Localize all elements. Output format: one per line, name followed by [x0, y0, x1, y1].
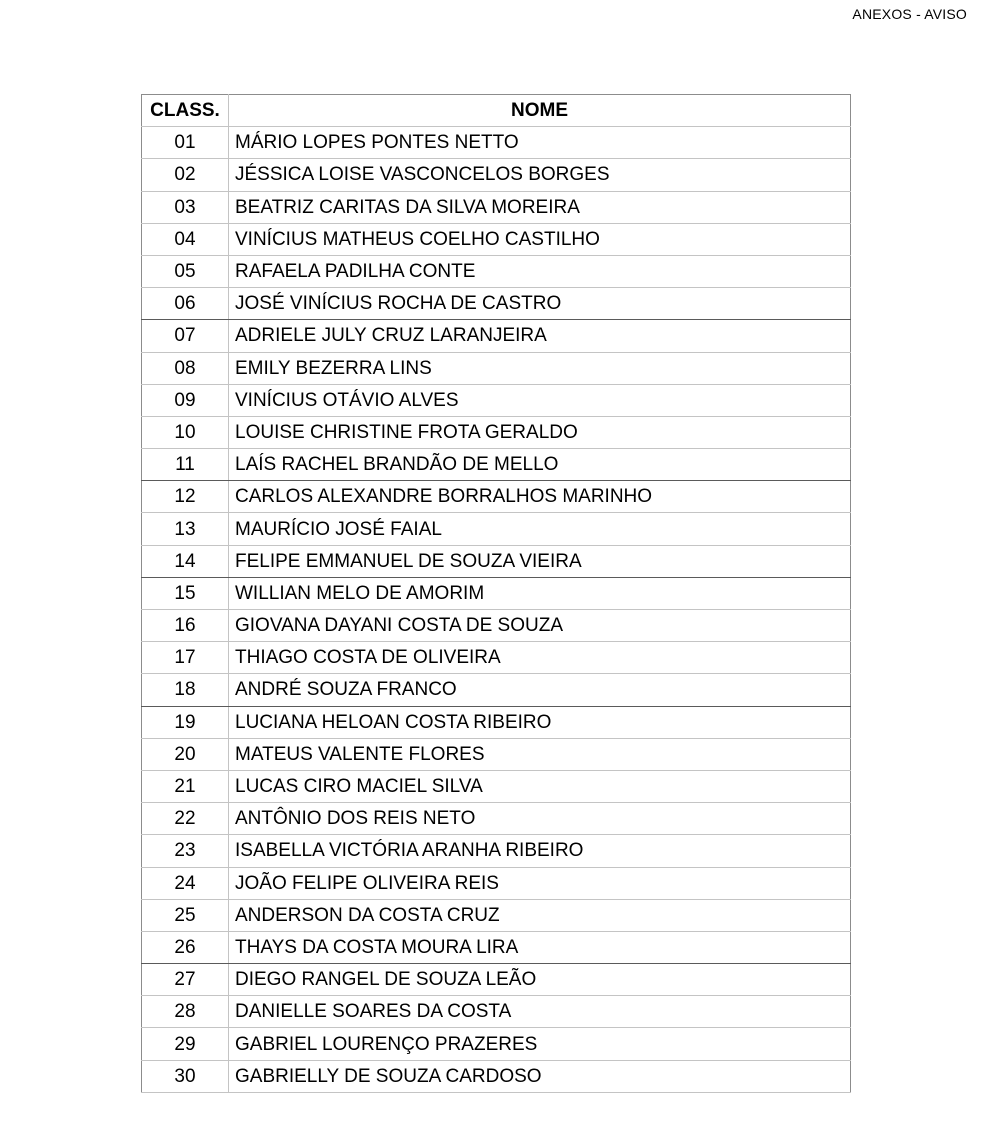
- table-row: [142, 159, 851, 191]
- cell-class: 02: [142, 159, 229, 191]
- cell-class: 04: [142, 223, 229, 255]
- cell-class: 21: [142, 770, 229, 802]
- cell-name: JÉSSICA LOISE VASCONCELOS BORGES: [229, 159, 851, 191]
- table-row: [142, 642, 851, 674]
- cell-class: 03: [142, 191, 229, 223]
- table-row: [142, 899, 851, 931]
- cell-name: ADRIELE JULY CRUZ LARANJEIRA: [229, 320, 851, 352]
- cell-class: 11: [142, 449, 229, 481]
- cell-name: GABRIEL LOURENÇO PRAZERES: [229, 1028, 851, 1060]
- column-header-name: NOME: [229, 95, 851, 127]
- table-row: [142, 191, 851, 223]
- table-row: [142, 803, 851, 835]
- cell-name: THAYS DA COSTA MOURA LIRA: [229, 931, 851, 963]
- cell-class: 25: [142, 899, 229, 931]
- classification-table: [141, 94, 851, 1093]
- table-row: [142, 127, 851, 159]
- table-row: [142, 674, 851, 706]
- table-header-row: [142, 95, 851, 127]
- cell-class: 16: [142, 610, 229, 642]
- cell-class: 26: [142, 931, 229, 963]
- cell-name: ISABELLA VICTÓRIA ARANHA RIBEIRO: [229, 835, 851, 867]
- cell-name: DANIELLE SOARES DA COSTA: [229, 996, 851, 1028]
- cell-class: 15: [142, 577, 229, 609]
- table-row: [142, 481, 851, 513]
- cell-name: THIAGO COSTA DE OLIVEIRA: [229, 642, 851, 674]
- cell-name: WILLIAN MELO DE AMORIM: [229, 577, 851, 609]
- cell-class: 30: [142, 1060, 229, 1092]
- cell-name: ANTÔNIO DOS REIS NETO: [229, 803, 851, 835]
- cell-class: 27: [142, 964, 229, 996]
- table-row: [142, 770, 851, 802]
- table-row: [142, 867, 851, 899]
- cell-class: 18: [142, 674, 229, 706]
- cell-name: CARLOS ALEXANDRE BORRALHOS MARINHO: [229, 481, 851, 513]
- table-row: [142, 738, 851, 770]
- table-row: [142, 449, 851, 481]
- cell-class: 07: [142, 320, 229, 352]
- table-row: [142, 255, 851, 287]
- cell-class: 10: [142, 416, 229, 448]
- table-row: [142, 416, 851, 448]
- table-row: [142, 513, 851, 545]
- cell-class: 19: [142, 706, 229, 738]
- cell-name: RAFAELA PADILHA CONTE: [229, 255, 851, 287]
- cell-name: ANDERSON DA COSTA CRUZ: [229, 899, 851, 931]
- cell-class: 17: [142, 642, 229, 674]
- cell-name: GIOVANA DAYANI COSTA DE SOUZA: [229, 610, 851, 642]
- cell-class: 05: [142, 255, 229, 287]
- cell-name: VINÍCIUS OTÁVIO ALVES: [229, 384, 851, 416]
- cell-class: 22: [142, 803, 229, 835]
- cell-class: 01: [142, 127, 229, 159]
- table-row: [142, 996, 851, 1028]
- cell-name: LUCIANA HELOAN COSTA RIBEIRO: [229, 706, 851, 738]
- cell-name: LOUISE CHRISTINE FROTA GERALDO: [229, 416, 851, 448]
- cell-class: 08: [142, 352, 229, 384]
- table-row: [142, 577, 851, 609]
- cell-name: MAURÍCIO JOSÉ FAIAL: [229, 513, 851, 545]
- cell-class: 29: [142, 1028, 229, 1060]
- table-row: [142, 706, 851, 738]
- table-row: [142, 320, 851, 352]
- cell-name: BEATRIZ CARITAS DA SILVA MOREIRA: [229, 191, 851, 223]
- cell-class: 06: [142, 288, 229, 320]
- cell-name: MATEUS VALENTE FLORES: [229, 738, 851, 770]
- column-header-class: CLASS.: [142, 95, 229, 127]
- table-row: [142, 931, 851, 963]
- cell-name: EMILY BEZERRA LINS: [229, 352, 851, 384]
- cell-class: 14: [142, 545, 229, 577]
- cell-class: 09: [142, 384, 229, 416]
- table-row: [142, 545, 851, 577]
- table-row: [142, 610, 851, 642]
- cell-name: FELIPE EMMANUEL DE SOUZA VIEIRA: [229, 545, 851, 577]
- table-row: [142, 288, 851, 320]
- cell-class: 28: [142, 996, 229, 1028]
- cell-class: 12: [142, 481, 229, 513]
- cell-name: MÁRIO LOPES PONTES NETTO: [229, 127, 851, 159]
- cell-name: GABRIELLY DE SOUZA CARDOSO: [229, 1060, 851, 1092]
- table-row: [142, 835, 851, 867]
- cell-name: LAÍS RACHEL BRANDÃO DE MELLO: [229, 449, 851, 481]
- table-body: [142, 127, 851, 1093]
- cell-class: 23: [142, 835, 229, 867]
- cell-name: ANDRÉ SOUZA FRANCO: [229, 674, 851, 706]
- table-row: [142, 384, 851, 416]
- cell-name: DIEGO RANGEL DE SOUZA LEÃO: [229, 964, 851, 996]
- cell-name: LUCAS CIRO MACIEL SILVA: [229, 770, 851, 802]
- table-row: [142, 352, 851, 384]
- page-header-label: ANEXOS - AVISO: [852, 6, 967, 22]
- cell-name: JOSÉ VINÍCIUS ROCHA DE CASTRO: [229, 288, 851, 320]
- table-row: [142, 1060, 851, 1092]
- cell-class: 13: [142, 513, 229, 545]
- table-row: [142, 964, 851, 996]
- cell-class: 20: [142, 738, 229, 770]
- cell-class: 24: [142, 867, 229, 899]
- table-row: [142, 1028, 851, 1060]
- cell-name: VINÍCIUS MATHEUS COELHO CASTILHO: [229, 223, 851, 255]
- table-row: [142, 223, 851, 255]
- cell-name: JOÃO FELIPE OLIVEIRA REIS: [229, 867, 851, 899]
